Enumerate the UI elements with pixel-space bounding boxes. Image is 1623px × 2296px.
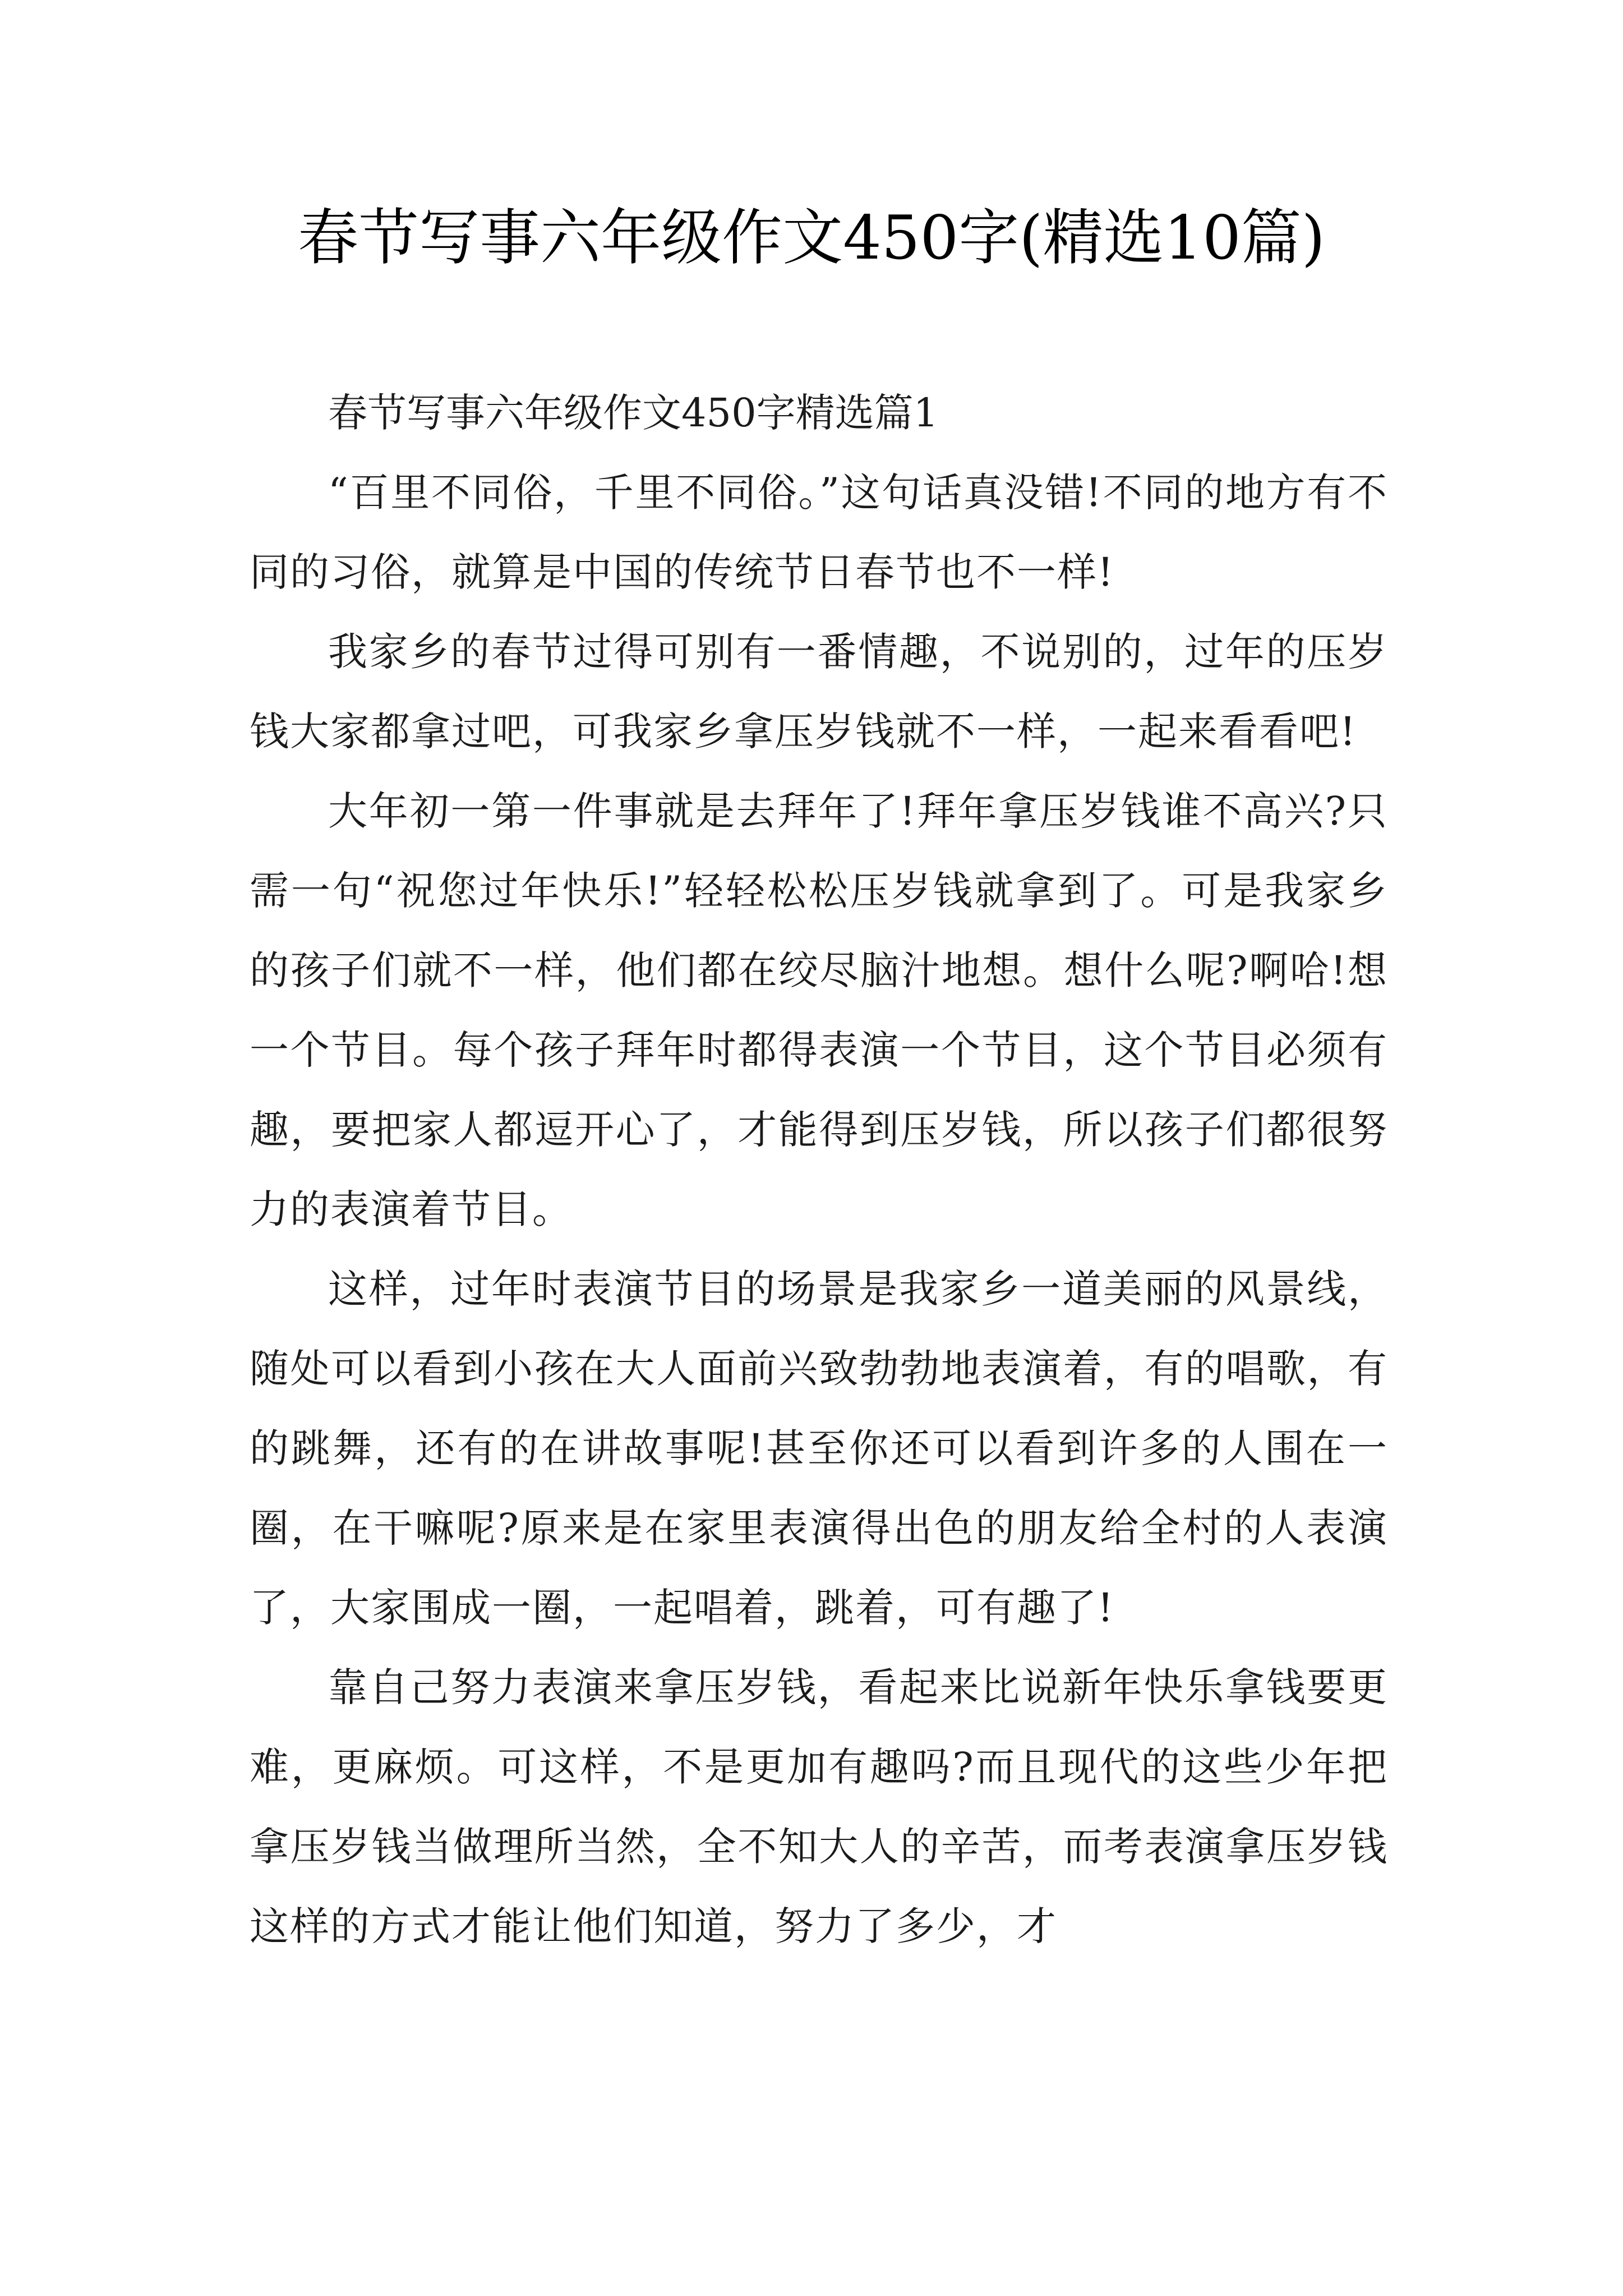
paragraph-3: 大年初一第一件事就是去拜年了!拜年拿压岁钱谁不高兴?只需一句“祝您过年快乐!”轻轻松松压岁钱就拿到了。可是我家乡的孩子们就不一样，他们都在绞尽脑汁地想。想什么呢?啊哈!想一个节目。每个孩子拜年时都得表演一个节目，这个节目必须有趣，要把家人都逗开心了，才能得到压岁钱，所以孩子们都很努力的表演着节目。 [250, 788, 1388, 1232]
document-title: 春节写事六年级作文450字(精选10篇) [298, 203, 1325, 273]
paragraph-4: 这样，过年时表演节目的场景是我家乡一道美丽的风景线，随处可以看到小孩在大人面前兴致勃勃地表演着，有的唱歌，有的跳舞，还有的在讲故事呢!甚至你还可以看到许多的人围在一圈，在干嘛呢?原来是在家里表演得出色的朋友给全村的人表演了，大家围成一圈，一起唱着，跳着，可有趣了! [250, 1266, 1388, 1631]
document-body [250, 373, 1388, 1966]
paragraph-5: 靠自己努力表演来拿压岁钱，看起来比说新年快乐拿钱要更难，更麻烦。可这样，不是更加有趣吗?而且现代的这些少年把拿压岁钱当做理所当然，全不知大人的辛苦，而考表演拿压岁钱这样的方式才能让他们知道，努力了多少，才 [250, 1664, 1388, 1949]
section-heading: 春节写事六年级作文450字精选篇1 [328, 390, 939, 436]
paragraph-1: “百里不同俗，千里不同俗。”这句话真没错!不同的地方有不同的习俗，就算是中国的传统节日春节也不一样! [250, 470, 1388, 595]
paragraph-2: 我家乡的春节过得可别有一番情趣，不说别的，过年的压岁钱大家都拿过吧，可我家乡拿压岁钱就不一样，一起来看看吧! [250, 629, 1388, 754]
